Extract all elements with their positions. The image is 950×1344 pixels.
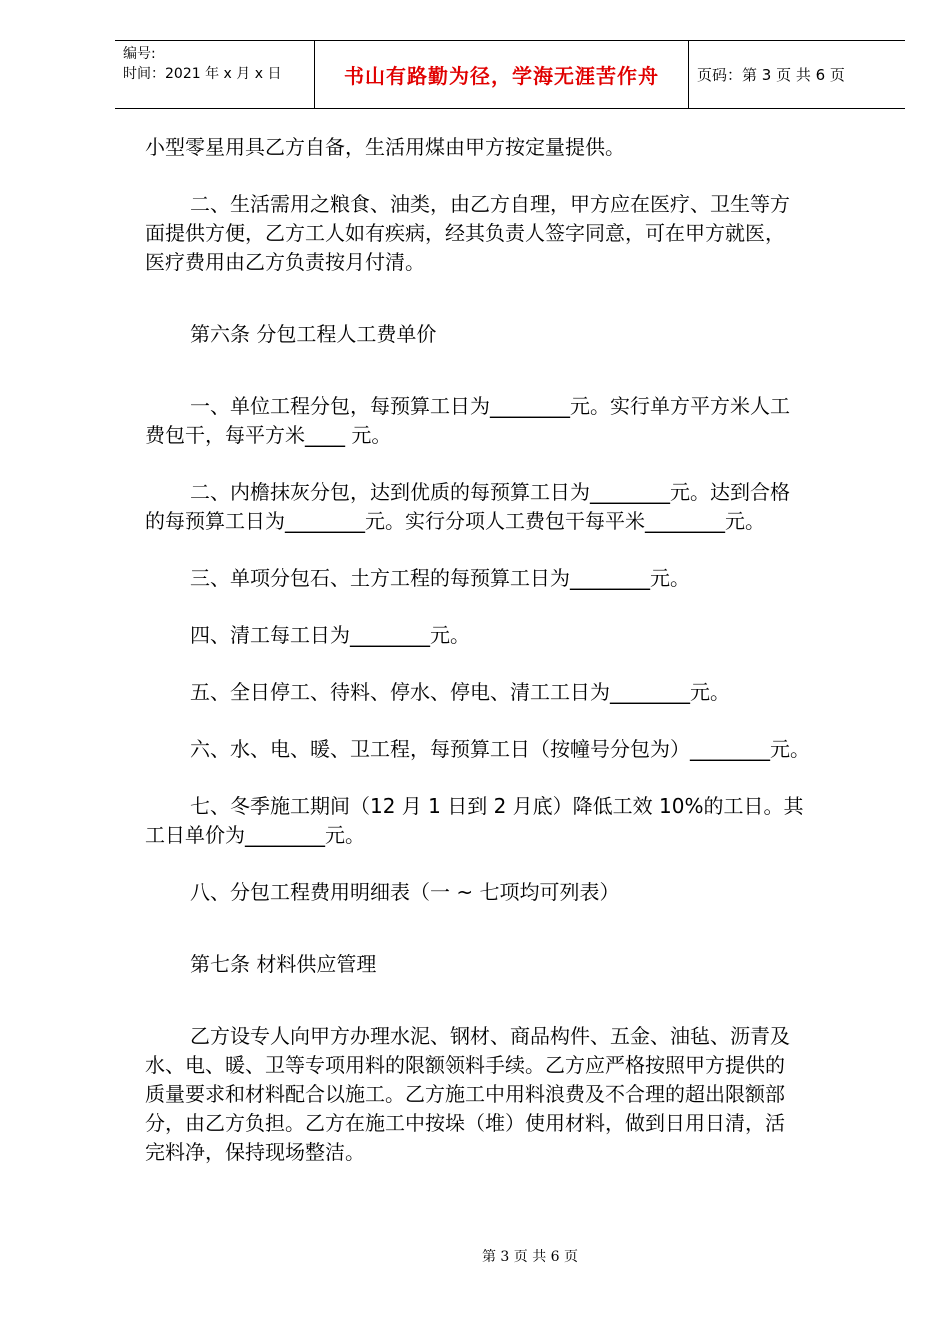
page-footer: 第 3 页 共 6 页 [481,1249,579,1265]
paragraph-line: 医疗费用由乙方负责按月付清。 [145,250,425,274]
time-label: 时间：2021 年 x 月 x 日 [123,66,282,82]
paragraph-line: 乙方设专人向甲方办理水泥、钢材、商品构件、五金、油毡、沥青及 [190,1024,790,1048]
paragraph-line: 工日单价为________元。 [145,823,365,847]
article-heading: 第七条 材料供应管理 [190,952,377,976]
paragraph-line: 小型零星用具乙方自备，生活用煤由甲方按定量提供。 [145,135,625,159]
paragraph-line: 二、内檐抹灰分包，达到优质的每预算工日为________元。达到合格 [190,480,790,504]
paragraph-line: 质量要求和材料配合以施工。乙方施工中用料浪费及不合理的超出限额部 [145,1082,785,1106]
header-motto: 书山有路勤为径，学海无涯苦作舟 [315,41,689,108]
paragraph-line: 四、清工每工日为________元。 [190,623,470,647]
paragraph-line: 二、生活需用之粮食、油类，由乙方自理，甲方应在医疗、卫生等方 [190,192,790,216]
paragraph-line: 面提供方便，乙方工人如有疾病，经其负责人签字同意，可在甲方就医， [145,221,785,245]
serial-label: 编号: [123,46,156,62]
paragraph-line: 五、全日停工、待料、停水、停电、清工工日为________元。 [190,680,730,704]
paragraph-line: 七、冬季施工期间（12 月 1 日到 2 月底）降低工效 10%的工日。其 [190,794,804,818]
paragraph-line: 八、分包工程费用明细表（一 ~ 七项均可列表） [190,880,620,904]
paragraph-line: 完料净，保持现场整洁。 [145,1140,365,1164]
header-meta [115,41,315,108]
paragraph-line: 三、单项分包石、土方工程的每预算工日为________元。 [190,566,690,590]
paragraph-line: 分，由乙方负担。乙方在施工中按垛（堆）使用材料，做到日用日清，活 [145,1111,785,1135]
header-page-number: 页码：第 3 页 共 6 页 [697,66,845,84]
paragraph-line: 费包干，每平方米____ 元。 [145,423,392,447]
paragraph-line: 六、水、电、暖、卫工程，每预算工日（按幢号分包为）________元。 [190,737,810,761]
paragraph-line: 的每预算工日为________元。实行分项人工费包干每平米________元。 [145,509,765,533]
paragraph-line: 水、电、暖、卫等专项用料的限额领料手续。乙方应严格按照甲方提供的 [145,1053,785,1077]
paragraph-line: 一、单位工程分包，每预算工日为________元。实行单方平方米人工 [190,394,790,418]
page-header [115,40,905,109]
article-heading: 第六条 分包工程人工费单价 [190,322,437,346]
